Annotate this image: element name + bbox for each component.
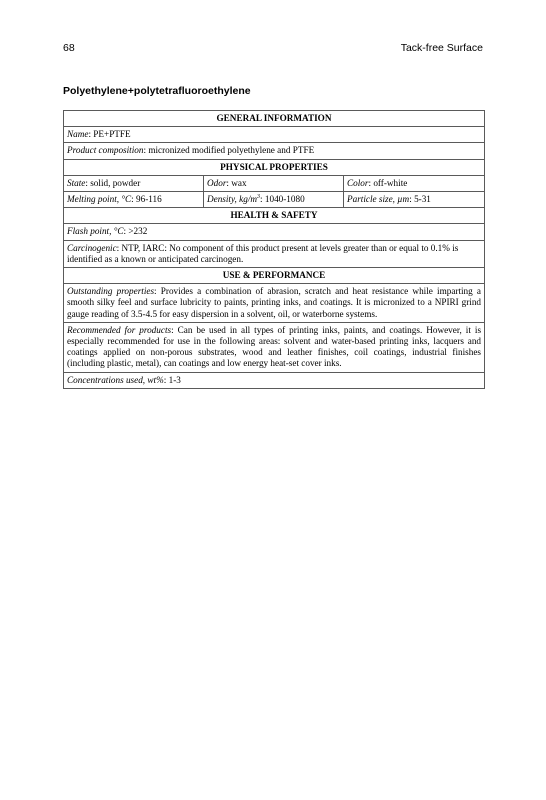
carcinogenic-row [64, 240, 485, 267]
composition-label: Product composition [67, 145, 144, 156]
recommended-products-value: Can be used in all types of printing inks, paints, and coatings. However, it is especially recommended for use in the following areas: solvent and water-based printing inks, lacquers and coatings applied on non-porous substrates, wood and leather finishes, coil coatings, industrial finishes (including plastic, metal), can coatings and low energy heat-set cover inks. [67, 324, 482, 369]
density-unit-superscript: 3 [257, 193, 261, 200]
odor-label: Odor [207, 177, 227, 188]
color-cell: Color: off-white [344, 175, 485, 191]
recommended-products-cell: Recommended for products: Can be used in all types of printing inks, paints, and coatings. However, it is especially recommended for use in the following areas: solvent and water-based printing inks, lacquers and coatings applied on non-porous substrates, wood and leather finishes, coil coatings, industrial finishes (including plastic, metal), can coatings and low energy heat-set cover inks. [64, 322, 485, 372]
flash-point-label: Flash point, °C [67, 226, 124, 237]
melting-density-particle-row [64, 192, 485, 208]
page-number: 68 [63, 42, 75, 54]
name-value: PE+PTFE [93, 129, 131, 140]
melting-point-label: Melting point, °C [67, 194, 132, 205]
state-odor-color-row [64, 175, 485, 191]
composition-value: micronized modified polyethylene and PTFE [148, 145, 315, 156]
odor-cell: Odor: wax [204, 175, 344, 191]
state-value: solid, powder [90, 177, 141, 188]
state-label: State [67, 177, 86, 188]
particle-size-value: 5-31 [414, 194, 431, 205]
density-value: 1040-1080 [264, 194, 305, 205]
use-performance-row [64, 268, 485, 284]
page-header [63, 42, 483, 54]
outstanding-properties-value: Provides a combination of abrasion, scratch and heat resistance while imparting a smooth silky feel and surface lubricity to paints, printing inks, and coatings. It is micronized to a NPIRI grind gauge reading of 3.5-4.5 for easy dispersion in a solvent, oil, or waterborne systems. [67, 286, 482, 319]
density-label: Density, kg/m [207, 194, 258, 205]
color-label: Color [347, 177, 369, 188]
concentrations-row [64, 372, 485, 388]
carcinogenic-value: NTP, IARC: No component of this product present at levels greater than or equal to 0.1% is identified as a known or anticipated carcinogen. [67, 242, 459, 264]
name-cell: Name: PE+PTFE [64, 127, 485, 143]
running-title: Tack-free Surface [400, 42, 483, 54]
composition-cell: Product composition: micronized modified polyethylene and PTFE [64, 143, 485, 159]
physical-properties-header: PHYSICAL PROPERTIES [64, 159, 485, 175]
name-row [64, 127, 485, 143]
flash-point-row [64, 224, 485, 240]
recommended-products-row [64, 322, 485, 372]
outstanding-properties-row [64, 284, 485, 323]
product-datasheet-table [63, 110, 485, 389]
health-safety-row [64, 208, 485, 224]
concentrations-label: Concentrations used, wt% [67, 374, 164, 385]
concentrations-cell: Concentrations used, wt%: 1-3 [64, 372, 485, 388]
general-information-row [64, 111, 485, 127]
melting-point-value: 96-116 [136, 194, 162, 205]
name-label: Name [67, 129, 89, 140]
general-information-header: GENERAL INFORMATION [64, 111, 485, 127]
outstanding-properties-label: Outstanding properties [67, 286, 155, 297]
flash-point-value: >232 [128, 226, 148, 237]
odor-value: wax [231, 177, 247, 188]
state-cell: State: solid, powder [64, 175, 204, 191]
density-cell: Density, $kg/m^3$: 1040-1080 [204, 192, 344, 208]
use-performance-header: USE & PERFORMANCE [64, 268, 485, 284]
carcinogenic-label: Carcinogenic [67, 242, 117, 253]
health-safety-header: HEALTH & SAFETY [64, 208, 485, 224]
recommended-products-label: Recommended for products [67, 324, 172, 335]
particle-size-cell: Particle size, µm: 5-31 [344, 192, 485, 208]
composition-row [64, 143, 485, 159]
melting-point-cell: Melting point, °C: 96-116 [64, 192, 204, 208]
carcinogenic-cell: Carcinogenic: NTP, IARC: No component of this product present at levels greater than or equal to 0.1% is identified as a known or anticipated carcinogen. [64, 240, 485, 267]
color-value: off-white [373, 177, 408, 188]
outstanding-properties-cell: Outstanding properties: Provides a combination of abrasion, scratch and heat resistance while imparting a smooth silky feel and surface lubricity to paints, printing inks, and coatings. It is micronized to a NPIRI grind gauge reading of 3.5-4.5 for easy dispersion in a solvent, oil, or waterborne systems. [64, 284, 485, 323]
flash-point-cell: Flash point, °C: >232 [64, 224, 485, 240]
concentrations-value: 1-3 [168, 374, 181, 385]
section-title: Polyethylene+polytetrafluoroethylene [63, 85, 251, 97]
physical-properties-row [64, 159, 485, 175]
particle-size-label: Particle size, µm [347, 194, 410, 205]
